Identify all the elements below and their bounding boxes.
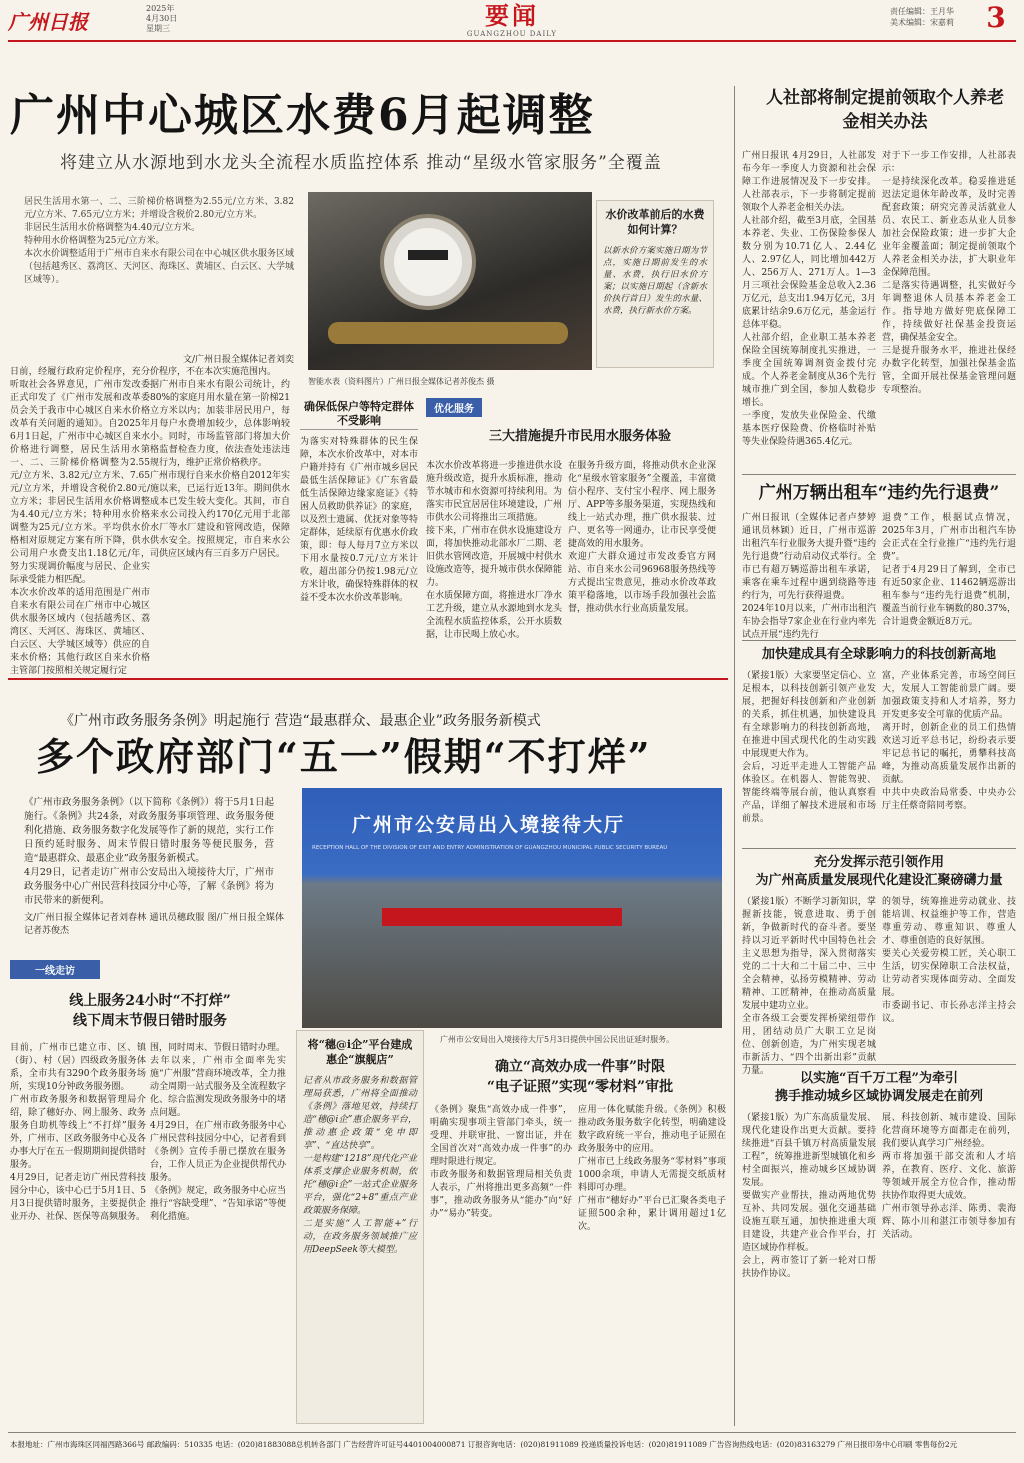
pension-column-2: 对于下一步工作安排，人社部表示： 一是持续深化改革。稳妥推进延迟法定退休年龄改革，及时完善配套政策；研究完善灵活就业人员、农民工、新业态从业人员参加社会保险政策；进一步扩大企业年金覆盖面；制定提前领取个人养老金相关办法，扩大职业年金保障范围。 二是落实待遇调整，扎实做好今年调整退休人员基本养老金工作。指导地方做好兜底保障工作，持续做好社保基金投资运营，确保基金安全。 三是提升服务水平，推进社保经办数字化转型，加强社保基金监管，全面开展社保基金管理问题专项整治。 [882,151,1016,395]
platform-box [296,1030,424,1424]
lead-column-2: 价程序，不在本次实施范围内。 据广州市自来水有限公司统计，约80%的家庭月用水量在第一阶梯21立方米以内；加装非居民用户，每月每户水费增加较少，总体影响较小。同时，市场监管部门将加大价格监督检查力度，依法查处违法违规行为，维护正常价格秩序。 广州市现行自来水价格自2012年实施以来，已运行近13年。期间供水成本已发生较大变化。其间，市自来水公司投入约170亿元用于北部水厂等水厂建设和管网改造，保障供水安全。按照规定，市自来水公司供应区域内有三百多万户居民。 [150,367,290,559]
lead-column-4: 本次水价改革将进一步推进供水设施升级改造，提升水质标准，推动节水城市和水资源可持续利用。为落实市民宜居居住环境建设，广州市供水公司将推出三项措施。 接下来，广州市在供水设施建设方面，将加快推动北部水厂二期、老旧供水管网改造，开展城中村供水设施改造等，提升城市供水保障能力。 在水质保障方面，将推进水厂净水工艺升级，建立从水源地到水龙头全流程水质监控体系，公开水质数据，让市民喝上放心水。 [426,461,562,640]
water-meter-icon [308,192,592,370]
kicker-box: 确保低保户等特定群体不受影响 [300,400,418,430]
mid-intro-credit: 文/广州日报全媒体记者刘春林 通讯员穗政服 图/广州日报全媒体记者苏俊杰 [24,913,284,936]
footer-info: 本报地址：广州市海珠区同福西路366号 邮政编码：510335 电话：(020)81883088总机转各部门 广告经营许可证号4401004000871 订报咨询电话：(020)81911089 投递质量投诉电话：(020)81911089 广告咨询热线电话：(020)83163279 广州日报印务中心印刷 零售每份2元 [10,1440,958,1449]
page-number: 3 [986,1,1006,34]
service-headline: 三大措施提升市民用水服务体验 [488,429,671,444]
mid-head-a-1: 线上服务24小时“不打烊” [69,993,231,1009]
lead-column-1: 日前，经履行政府定价程序，充分听取社会各界意见，广州市发改委正式印发了《广州市发展和改革委员会关于我市中心城区自来水价格改革有关问题的通知》。自2025年6月1日起，广州市中心城区自来水价格进行调整，居民生活用水第一、二、三阶梯价格调整为2.55元/立方米、3.82元/立方米、7.65元/立方米，并增设含税价2.80元/立方米；非居民生活用水价格调整为4.40元/立方米；特种用水价格调整为25元/立方米。平均供水价格相对原规定方案有所下降，供水公司用户水费支出1.18亿元/年，努力实现调价幅度与居民、企业实际承受能力相匹配。 本次水价改革的适用范围是广州市自来水有限公司在广州市中心城区供水服务区域内（包括越秀区、荔湾区、天河区、海珠区、黄埔区、白云区、大学城区域等）供应的自来水价格；其他行政区自来水价格主管部门按照相关规定履行定 [10,367,150,676]
taxi-column-2: 退费”工作，根据试点情况，2025年3月，广州市出租汽车协会正式在全行业推广“违约先行退费”。 记者于4月29日了解到，全市已有近50家企业、11462辆巡游出租车参与“违约先行退费”机制，覆盖当前行业车辆数的80.37%，合计退费金额近8万元。 [882,513,1016,627]
mid-column-b1: 《条例》聚焦“高效办成一件事”，明确实现事项主管部门牵头，统一受理、并联审批、一窗出证，并在全国首次对“高效办成一件事”的办理时限进行规定。 市政务服务和数据管理局相关负责人表示，广州将推出更多高频“一件事”，推动政务服务从“能办”向“好办”“易办”转变。 [430,1105,572,1219]
rural-headline-2: 携手推动城乡区域协调发展走在前列 [774,1089,983,1104]
date-weekday: 星期三 [146,24,170,33]
taxi-rule [742,474,1016,475]
mid-head-a-2: 线下周末节假日错时服务 [73,1013,227,1029]
section-title-en: GUANGZHOU DAILY [466,30,558,38]
date-year: 2025年 [146,4,175,13]
rural-column-1: （紧接1版）为广东高质量发展、现代化建设作出更大贡献。要持续推进“百县千镇万村高质量发展工程”，统筹推进新型城镇化和乡村全面振兴，推动城乡区域协调发展。 要做实产业帮扶，推动两地优势互补、共同发展。强化交通基础设施互联互通，加快推进重大项目建设，共建产业合作平台，打造区域协作样板。 会上，两市签订了新一轮对口帮扶协作协议。 [742,1113,876,1279]
newspaper-logo: 广州日报 [8,10,88,34]
lead-summary: 居民生活用水第一、二、三阶梯价格调整为2.55元/立方米、3.82元/立方米、7.65元/立方米；并增设含税价2.80元/立方米。 非居民生活用水价格调整为4.40元/立方米。 特种用水价格调整为25元/立方米。 本次水价调整适用于广州市自来水有限公司在中心城区供水服务区域（包括越秀区、荔湾区、天河区、海珠区、黄埔区、白云区、大学城区域等）。 [24,197,295,285]
demo-headline-2: 为广州高质量发展现代化建设汇聚磅礴力量 [755,873,1003,888]
mid-column-a1: 目前，广州市已建立市、区、镇（街）、村（居）四级政务服务体系，全市共有3290个政务服务场所，实现10分钟政务服务圈。 广州市政务服务和数据管理局介绍，除了穗好办、网上服务、政务服务自助机等线上“不打烊”服务外，广州市、区政务服务中心及各办事大厅在五一假期期间提供错时服务。 4月29日，记者走访广州民营科技园分中心，该中心已于5月1日、5月3日提供错时服务，主要提供企业开办、社保、医保等高频服务。 [10,1043,146,1222]
lead-subhead: 将建立从水源地到水龙头全流程水质监控体系 推动“星级水管家服务”全覆盖 [60,153,662,173]
hall-sign-en: RECEPTION HALL OF THE DIVISION OF EXIT AND ENTRY ADMINISTRATION OF GUANGZHOU MUNICIPAL PUBLIC SECURITY BUREAU [312,845,668,851]
platform-box-text: 记者从市政务服务和数据管理局获悉，广州将全面推动《条例》落地见效，持续打造“穗@i企”惠企服务平台，推动惠企政策“免申即享”、“直达快享”。 一是构建“1218”现代化产业体系支撑企业服务机制，依托“穗@i企”一站式企业服务平台，强化“2+8”重点产业政策服务保障。 二是实施“人工智能+”行动，在政务服务领域推广应用DeepSeek等大模型。 [303,1076,417,1255]
mid-head-b-1: 确立“高效办成一件事”时限 [494,1059,666,1075]
demo-headline-1: 充分发挥示范引领作用 [813,855,944,870]
taxi-column-1: 广州日报讯（全媒体记者卢梦婷 通讯员林颖）近日，广州市巡游出租汽车行业服务大提升暨“违约先行退费”行动启动仪式举行。全市已有超万辆巡游出租车承诺，乘客在乘车过程中遇到绕路等违约行为，可先行获得退费。 2024年10月以来，广州市出租汽车协会指导7家企业在行业内率先试点开展“违约先行 [742,513,876,640]
issue-date [146,4,177,34]
demo-column-2: 的领导，统筹推进劳动就业、技能培训、权益维护等工作，营造尊重劳动、尊重知识、尊重人才、尊重创造的良好氛围。 要关心关爱劳模工匠，关心职工生活，切实保障职工合法权益，让劳动者实现体面劳动、全面发展。 市委副书记、市长孙志洋主持会议。 [882,897,1016,1024]
qa-title: 水价改革前后的水费如何计算？ [605,208,705,236]
mid-head-b-2: “电子证照”实现“零材料”审批 [486,1079,674,1095]
section-header [462,2,562,39]
mid-headline: 多个政府部门“五一”假期“不打烊” [36,734,652,779]
mid-kicker: 《广州市政务服务条例》明起施行 营造“最惠群众、最惠企业”政务服务新模式 [60,713,541,729]
mid-story-rule [8,678,728,680]
tech-column-1: （紧接1版）大家要坚定信心、立足根本，以科技创新引领产业发展，把握好科技创新和产业创新的关系，抓住机遇，加快建设具有全球影响力的科技创新高地，在推进中国式现代化的生动实践中展现更大作为。 会后，习近平走进人工智能产品体验区。在机器人、智能驾驶、智能终端等展台前，他认真察看产品，详细了解技术进展和市场前景。 [742,671,876,824]
mid-photo-caption: 广州市公安局出入境接待大厅5月3日提供中国公民出证延时服务。 [440,1035,675,1044]
water-meter-photo [308,192,592,370]
tech-headline: 加快建成具有全球影响力的科技创新高地 [761,647,996,662]
taxi-headline: 广州万辆出租车“违约先行退费” [758,483,1000,503]
masthead-rule [8,40,1016,42]
footer-rule [8,1432,1016,1433]
editor-credits [890,6,954,28]
rural-headline-1: 以实施“百千万工程”为牵引 [800,1071,958,1086]
rural-column-2: 展、科技创新、城市建设、国际化营商环境等方面都走在前列，我们要认真学习广州经验。 两市将加强干部交流和人才培养，在教育、医疗、文化、旅游等领域开展全方位合作，推动帮扶协作取得更大成效。 广州市领导孙志洋、陈勇、裴海辉、陈小川和湛江市领导参加有关活动。 [882,1113,1016,1240]
demo-rule [742,848,1016,849]
mid-column-a2: 围，同时周末、节假日错时办理。 去年以来，广州市全面率先实施“广州服”营商环境改革，全力推动全周期一站式服务及全流程数字化、综合监测发现政务服务中的堵点问题。 4月29日，在广州市政务服务中心广州民营科技园分中心，记者看到《条例》宣传手册已摆放在服务台，工作人员正为企业提供帮代办服务。 《条例》规定，政务服务中心应当推行“容缺受理”、“告知承诺”等便利化措施。 [150,1043,286,1222]
lead-headline: 广州中心城区水费6月起调整 [10,90,595,141]
qa-text: 以新水价方案实施日期为节点，实施日期前发生的水量、水费，执行旧水价方案；以实施日期起（含新水价执行首日）发生的水量、水费，执行新水价方案。 [603,246,707,316]
mid-column-b2: 应用一体化赋能升级。《条例》积极推动政务服务数字化转型，明确建设数字政府统一平台，推动电子证照在政务服务中的应用。 广州市已上线政务服务“零材料”事项1000余项，申请人无需提交纸质材料即可办理。 广州市“穗好办”平台已汇聚各类电子证照500余种，累计调用超过1亿次。 [578,1105,726,1232]
demo-column-1: （紧接1版）不断学习新知识，掌握新技能，锐意进取、勇于创新，争做新时代的奋斗者。要坚持以习近平新时代中国特色社会主义思想为指导，深入贯彻落实党的二十大和二十届二中、三中全会精神，弘扬劳模精神、劳动精神、工匠精神，在推动高质量发展中建功立业。 全市各级工会要发挥桥梁纽带作用，团结动员广大职工立足岗位、创新创造，为广州实现老城市新活力、“四个出新出彩”贡献力量。 [742,897,876,1076]
tech-rule [742,640,1016,641]
lead-column-5: 在服务升级方面，将推动供水企业深化“星级水管家服务”全覆盖，丰富微信小程序、支付宝小程序、网上服务厅、APP等多服务渠道，实现热线和线上一站式办理，推广供水报装、过户、更名等一网通办，让市民享受便捷高效的用水服务。 欢迎广大群众通过市发改委官方网站、市自来水公司96968服务热线等方式提出宝贵意见，推动水价改革政策平稳落地，以市场手段加强社会监督，推动供水行业高质量发展。 [568,461,716,614]
designer-line: 美术编辑：宋嘉莉 [890,18,954,27]
lead-summary-box [24,196,294,372]
hall-sign: 广州市公安局出入境接待大厅 [352,814,626,836]
lead-column-3: 为落实对特殊群体的民生保障，本次水价改革中，对本市户籍并持有《广州市城乡居民最低生活保障证》《广东省最低生活保障边缘家庭证》《特困人员救助供养证》的家庭，以及烈士遗属、优抚对象等特定群体，延续原有优惠水价政策，即：每人每月7立方米以下用水量按0.7元/立方米计收，超出部分仍按1.98元/立方米计收，确保特殊群体的权益不受本次水价改革影响。 [300,437,418,603]
entry-exit-hall-photo [302,788,722,1028]
platform-box-title: 将“穗@i企”平台建成惠企“旗舰店” [307,1038,413,1066]
pension-column-1: 广州日报讯 4月29日，人社部发布今年一季度人力资源和社会保障工作进展情况及下一步安排。人社部表示，下一步将制定提前领取个人养老金相关办法。 人社部介绍，截至3月底，全国基本养老、失业、工伤保险参保人数分别为10.71亿人、2.44亿人、2.97亿人，同比增加442万人、256万人、271万人。1—3月三项社会保险基金总收入2.36万亿元，总支出1.94万亿元，3月底累计结余9.6万亿元，基金运行总体平稳。 人社部介绍，企业职工基本养老保险全国统筹制度扎实推进，一季度全国统筹调剂资金拨付完成。个人养老金制度从36个先行城市推广到全国，参加人数稳步增长。 一季度，发放失业保险金、代缴基本医疗保险费、价格临时补贴等失业保险待遇365.4亿元。 [742,151,876,447]
lead-summary-credit: 文/广州日报全媒体记者刘奕 [182,355,294,365]
column-divider [734,86,735,1426]
mid-intro: 《广州市政务服务条例》（以下简称《条例》）将于5月1日起施行。《条例》共24条，对政务服务事项管理、政务服务便利化措施、政务服务数字化发展等作了新的规范，实行工作日预约延时服务、周末节假日错时服务等便民服务，营造“最惠群众、最惠企业”政务服务新模式。 4月29日，记者走访广州市公安局出入境接待大厅，广州市政务服务中心广州民营科技园分中心等，了解《条例》将为市民带来的新便利。 [24,797,274,906]
lead-photo-caption: 智能水表（资料图片）广州日报全媒体记者苏俊杰 摄 [308,377,495,386]
date-day: 4月30日 [146,14,178,23]
tech-column-2: 富，产业体系完善，市场空间巨大，发展人工智能前景广阔。要加强政策支持和人才培养，努力开发更多安全可靠的优质产品。 离开时，创新企业的员工们热情欢送习近平总书记，纷纷表示要牢记总书记的嘱托，勇攀科技高峰，为推动高质量发展作出新的贡献。 中共中央政治局常委、中央办公厅主任蔡奇陪同考察。 [882,671,1016,811]
red-banner [382,908,622,926]
rural-rule [742,1064,1016,1065]
section-title: 要闻 [485,1,539,30]
editor-line: 责任编辑：王月华 [890,7,954,16]
field-visit-tag: 一线走访 [10,960,100,979]
pension-headline: 人社部将制定提前领取个人养老金相关办法 [766,88,1004,132]
qa-box [596,200,714,368]
service-tag: 优化服务 [426,398,482,417]
